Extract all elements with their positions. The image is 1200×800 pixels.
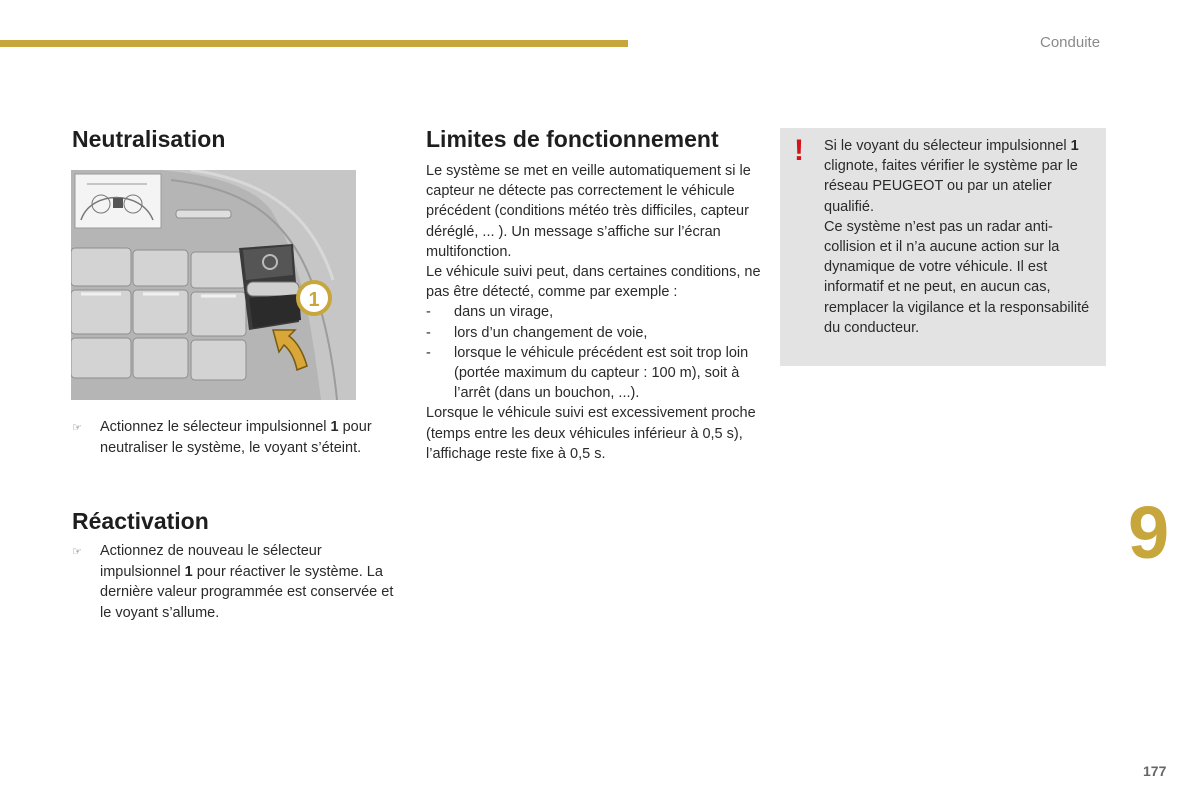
list-item: - dans un virage, bbox=[426, 304, 554, 321]
warning-text: Si le voyant du sélecteur impulsionnel 1 clignote, faites vérifier le système par le réseau PEUGEOT ou par un atelier qualifié. Ce système n’est pas un radar anti-collision et il n’a aucune action sur la dynamique de votre véhicule. Il est informatif et ne peut, en aucun cas, remplacer la vigilance et la responsabilité du conducteur. bbox=[824, 138, 1090, 336]
section-title: Conduite bbox=[1040, 34, 1101, 51]
pointing-hand-icon: ☞ bbox=[72, 546, 82, 558]
warning-box bbox=[780, 128, 1106, 366]
reactivation-instruction: ☞ Actionnez de nouveau le sélecteur impulsionnel 1 pour réactiver le système. La dernière valeur programmée est conservée et le voyant s’allume. bbox=[72, 541, 402, 623]
page-number: 177 bbox=[1143, 763, 1167, 779]
list-item: - lors d’un changement de voie, bbox=[426, 324, 648, 341]
figure-callout: 1 bbox=[308, 289, 320, 311]
limites-paragraph: Le système se met en veille automatiquement si le capteur ne détecte pas correctement le véhicule précédent (conditions météo très difficiles, capteur déréglé, ... ). Un message s’affiche sur l’écran multifonction. bbox=[426, 163, 751, 260]
pointing-hand-icon: ☞ bbox=[72, 422, 82, 434]
header-accent-bar bbox=[0, 40, 628, 47]
list-item: - lorsque le véhicule précédent est soit trop loin (portée maximum du capteur : 100 m), soit à l’arrêt (dans un bouchon, ...). bbox=[426, 344, 749, 402]
limites-heading: Limites de fonctionnement bbox=[426, 126, 719, 152]
limites-paragraph: Le véhicule suivi peut, dans certaines conditions, ne pas être détecté, comme par exemple : bbox=[426, 264, 761, 301]
reactivation-heading: Réactivation bbox=[72, 508, 209, 534]
neutralisation-heading: Neutralisation bbox=[72, 126, 226, 152]
limites-body bbox=[426, 161, 761, 464]
exclamation-icon: ! bbox=[794, 134, 804, 167]
limites-paragraph: Lorsque le véhicule suivi est excessivement proche (temps entre les deux véhicules inférieur à 0,5 s), l’affichage reste fixe à 0,5 s. bbox=[426, 405, 756, 462]
switch-illustration bbox=[71, 170, 356, 400]
neutralisation-instruction: ☞ Actionnez le sélecteur impulsionnel 1 pour neutraliser le système, le voyant s’éteint. bbox=[72, 417, 402, 458]
chapter-number: 9 bbox=[1128, 491, 1170, 574]
